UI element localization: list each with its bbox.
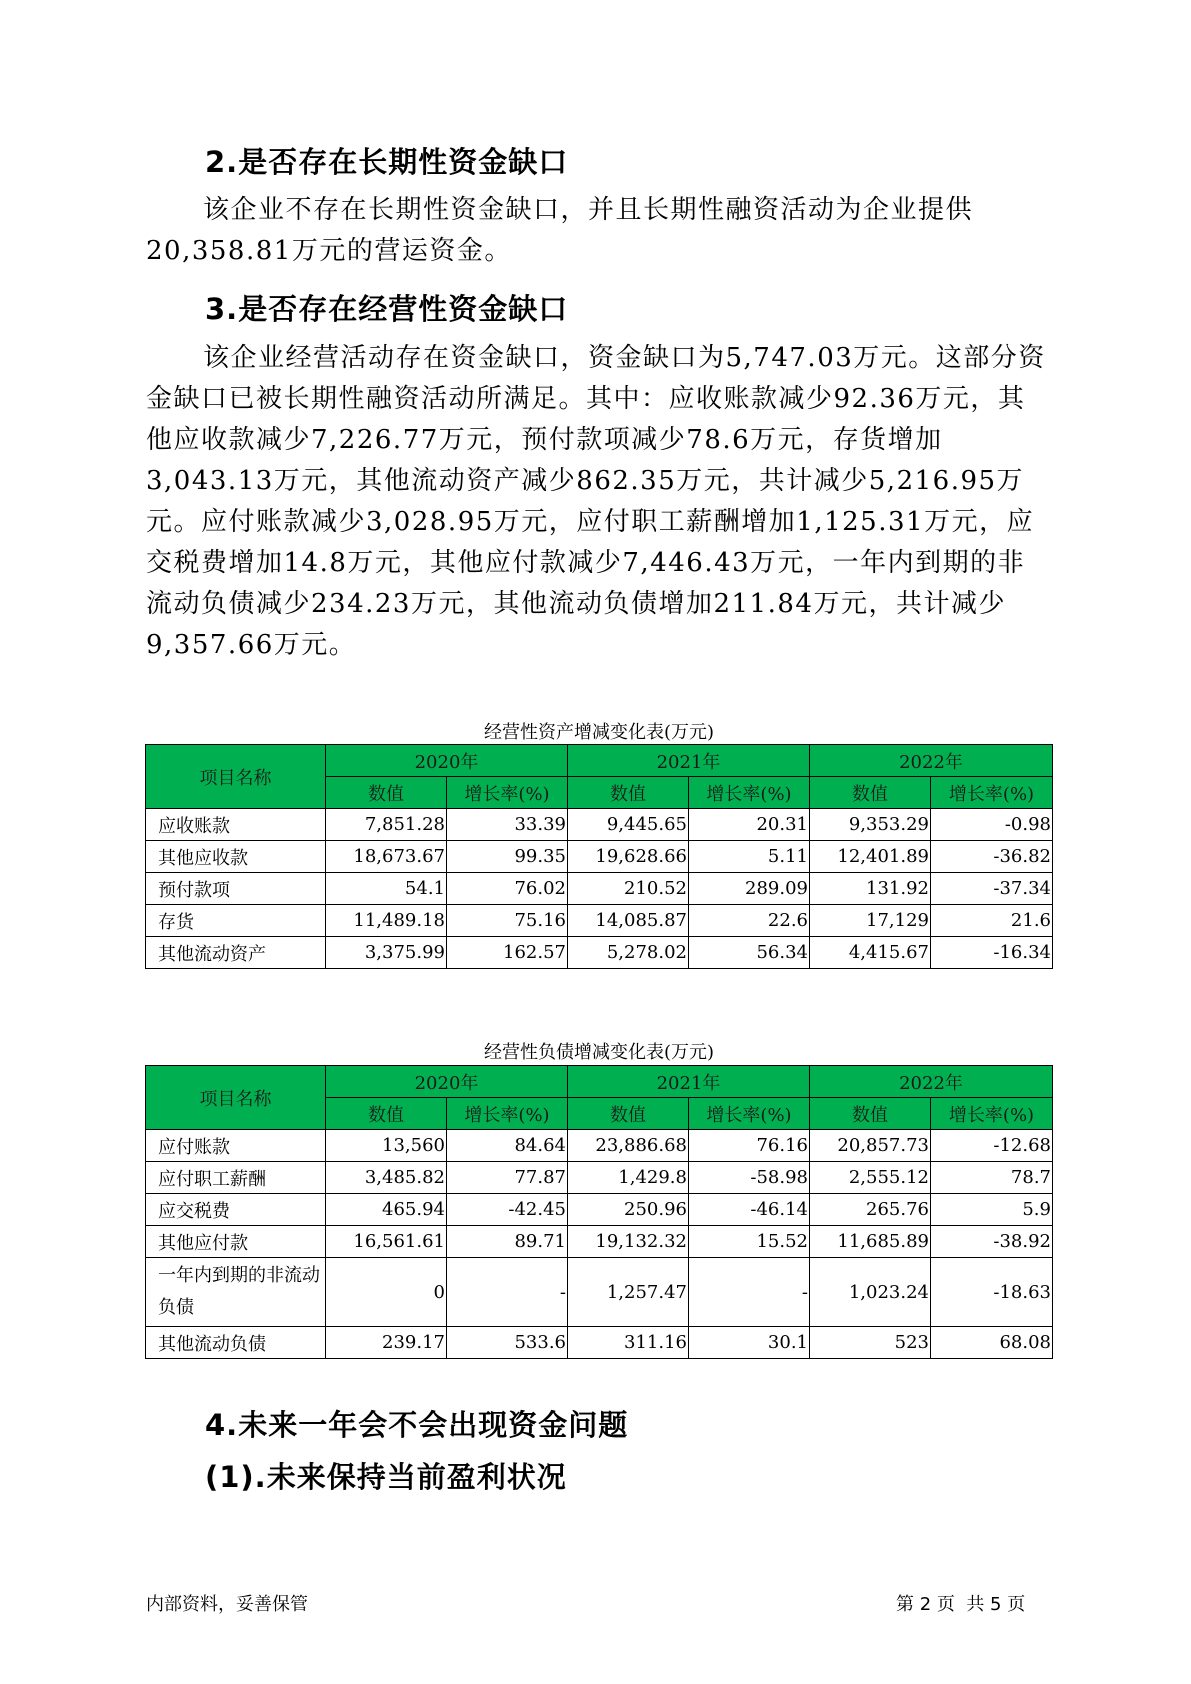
cell-growth-rate: 5.9	[931, 1194, 1053, 1226]
cell-growth-rate: 533.6	[447, 1327, 568, 1359]
cell-value: 250.96	[568, 1194, 689, 1226]
header-value: 数值	[810, 1098, 931, 1130]
section-2-paragraph: 该企业不存在长期性资金缺口，并且长期性融资活动为企业提供20,358.81万元的营运资金。	[146, 195, 974, 266]
row-item-name: 其他流动资产	[146, 937, 326, 969]
cell-value: 13,560	[326, 1130, 447, 1162]
cell-value: 11,685.89	[810, 1226, 931, 1258]
cell-growth-rate: 5.11	[689, 841, 810, 873]
cell-growth-rate: 84.64	[447, 1130, 568, 1162]
header-year-2020: 2020年	[326, 745, 568, 777]
cell-growth-rate: -36.82	[931, 841, 1053, 873]
row-item-name: 其他应付款	[146, 1226, 326, 1258]
header-growth-rate: 增长率(%)	[689, 1098, 810, 1130]
cell-value: 3,485.82	[326, 1162, 447, 1194]
cell-growth-rate: 15.52	[689, 1226, 810, 1258]
cell-value: 465.94	[326, 1194, 447, 1226]
row-item-name: 存货	[146, 905, 326, 937]
cell-growth-rate: -58.98	[689, 1162, 810, 1194]
header-value: 数值	[568, 777, 689, 809]
cell-value: 311.16	[568, 1327, 689, 1359]
cell-growth-rate: 75.16	[447, 905, 568, 937]
cell-value: 3,375.99	[326, 937, 447, 969]
assets-table-caption: 经营性资产增减变化表(万元)	[483, 722, 715, 743]
table-row	[146, 841, 1053, 873]
cell-growth-rate: 20.31	[689, 809, 810, 841]
cell-growth-rate: 162.57	[447, 937, 568, 969]
cell-value: 210.52	[568, 873, 689, 905]
row-item-name: 一年内到期的非流动负债	[146, 1258, 326, 1327]
cell-growth-rate: -	[689, 1258, 810, 1327]
cell-growth-rate: 68.08	[931, 1327, 1053, 1359]
header-year-2020: 2020年	[326, 1066, 568, 1098]
table-row	[146, 873, 1053, 905]
row-item-name: 其他流动负债	[146, 1327, 326, 1359]
cell-value: 7,851.28	[326, 809, 447, 841]
table-row	[146, 809, 1053, 841]
cell-value: 9,353.29	[810, 809, 931, 841]
cell-value: 1,257.47	[568, 1258, 689, 1327]
table-row	[146, 1162, 1053, 1194]
row-item-name: 其他应收款	[146, 841, 326, 873]
table-row	[146, 1226, 1053, 1258]
section-3-heading: 3.是否存在经营性资金缺口	[205, 292, 569, 326]
cell-value: 0	[326, 1258, 447, 1327]
cell-value: 4,415.67	[810, 937, 931, 969]
cell-growth-rate: -16.34	[931, 937, 1053, 969]
header-item-name: 项目名称	[146, 745, 326, 809]
cell-growth-rate: 78.7	[931, 1162, 1053, 1194]
header-year-2021: 2021年	[568, 745, 810, 777]
table-row	[146, 1258, 1053, 1327]
liabilities-table-caption: 经营性负债增减变化表(万元)	[483, 1042, 715, 1063]
row-item-name: 预付款项	[146, 873, 326, 905]
cell-growth-rate: 22.6	[689, 905, 810, 937]
table-row	[146, 937, 1053, 969]
table-row	[146, 1194, 1053, 1226]
cell-growth-rate: 21.6	[931, 905, 1053, 937]
header-value: 数值	[568, 1098, 689, 1130]
cell-value: 14,085.87	[568, 905, 689, 937]
row-item-name: 应付职工薪酬	[146, 1162, 326, 1194]
cell-growth-rate: -42.45	[447, 1194, 568, 1226]
footer-page-number: 第 2 页 共 5 页	[896, 1594, 1026, 1615]
section-3-paragraph: 该企业经营活动存在资金缺口，资金缺口为5,747.03万元。这部分资金缺口已被长期性融资活动所满足。其中：应收账款减少92.36万元，其他应收款减少7,226.77万元，预付款项减少78.6万元，存货增加3,043.13万元，其他流动资产减少862.35万元，共计减少5,216.95万元。应付账款减少3,028.95万元，应付职工薪酬增加1,125.31万元，应交税费增加14.8万元，其他应付款减少7,446.43万元，一年内到期的非流动负债减少234.23万元，其他流动负债增加211.84万元，共计减少9,357.66万元。	[146, 343, 1046, 660]
cell-value: 265.76	[810, 1194, 931, 1226]
header-year-2022: 2022年	[810, 1066, 1053, 1098]
cell-value: 17,129	[810, 905, 931, 937]
cell-growth-rate: -37.34	[931, 873, 1053, 905]
section-4-heading: 4.未来一年会不会出现资金问题	[205, 1408, 629, 1442]
cell-value: 2,555.12	[810, 1162, 931, 1194]
cell-value: 16,561.61	[326, 1226, 447, 1258]
cell-value: 19,628.66	[568, 841, 689, 873]
cell-value: 23,886.68	[568, 1130, 689, 1162]
cell-value: 239.17	[326, 1327, 447, 1359]
section-2-heading: 2.是否存在长期性资金缺口	[205, 145, 569, 179]
row-item-name: 应收账款	[146, 809, 326, 841]
cell-value: 12,401.89	[810, 841, 931, 873]
cell-growth-rate: 89.71	[447, 1226, 568, 1258]
header-value: 数值	[326, 1098, 447, 1130]
cell-growth-rate: -38.92	[931, 1226, 1053, 1258]
cell-growth-rate: -0.98	[931, 809, 1053, 841]
cell-value: 19,132.32	[568, 1226, 689, 1258]
cell-growth-rate: 33.39	[447, 809, 568, 841]
row-item-name: 应交税费	[146, 1194, 326, 1226]
header-growth-rate: 增长率(%)	[689, 777, 810, 809]
section-4-1-heading: (1).未来保持当前盈利状况	[205, 1460, 567, 1494]
cell-growth-rate: -18.63	[931, 1258, 1053, 1327]
cell-growth-rate: 76.02	[447, 873, 568, 905]
cell-value: 1,429.8	[568, 1162, 689, 1194]
cell-value: 131.92	[810, 873, 931, 905]
header-growth-rate: 增长率(%)	[931, 1098, 1053, 1130]
cell-value: 523	[810, 1327, 931, 1359]
cell-value: 1,023.24	[810, 1258, 931, 1327]
table-row	[146, 1327, 1053, 1359]
header-value: 数值	[326, 777, 447, 809]
cell-growth-rate: 76.16	[689, 1130, 810, 1162]
header-growth-rate: 增长率(%)	[447, 1098, 568, 1130]
table-row	[146, 1130, 1053, 1162]
row-item-name: 应付账款	[146, 1130, 326, 1162]
header-year-2021: 2021年	[568, 1066, 810, 1098]
cell-growth-rate: -46.14	[689, 1194, 810, 1226]
cell-growth-rate: -12.68	[931, 1130, 1053, 1162]
cell-value: 54.1	[326, 873, 447, 905]
table-row	[146, 905, 1053, 937]
cell-growth-rate: 77.87	[447, 1162, 568, 1194]
cell-growth-rate: 30.1	[689, 1327, 810, 1359]
assets-table-body	[146, 809, 1053, 969]
footer-confidential-note: 内部资料，妥善保管	[146, 1594, 308, 1615]
cell-growth-rate: 99.35	[447, 841, 568, 873]
cell-value: 18,673.67	[326, 841, 447, 873]
cell-growth-rate: -	[447, 1258, 568, 1327]
cell-growth-rate: 289.09	[689, 873, 810, 905]
header-growth-rate: 增长率(%)	[931, 777, 1053, 809]
header-item-name: 项目名称	[146, 1066, 326, 1130]
cell-value: 11,489.18	[326, 905, 447, 937]
header-value: 数值	[810, 777, 931, 809]
header-year-2022: 2022年	[810, 745, 1053, 777]
cell-growth-rate: 56.34	[689, 937, 810, 969]
header-growth-rate: 增长率(%)	[447, 777, 568, 809]
cell-value: 20,857.73	[810, 1130, 931, 1162]
assets-table	[145, 744, 1053, 969]
cell-value: 9,445.65	[568, 809, 689, 841]
cell-value: 5,278.02	[568, 937, 689, 969]
liabilities-table	[145, 1065, 1053, 1359]
liabilities-table-body	[146, 1130, 1053, 1359]
